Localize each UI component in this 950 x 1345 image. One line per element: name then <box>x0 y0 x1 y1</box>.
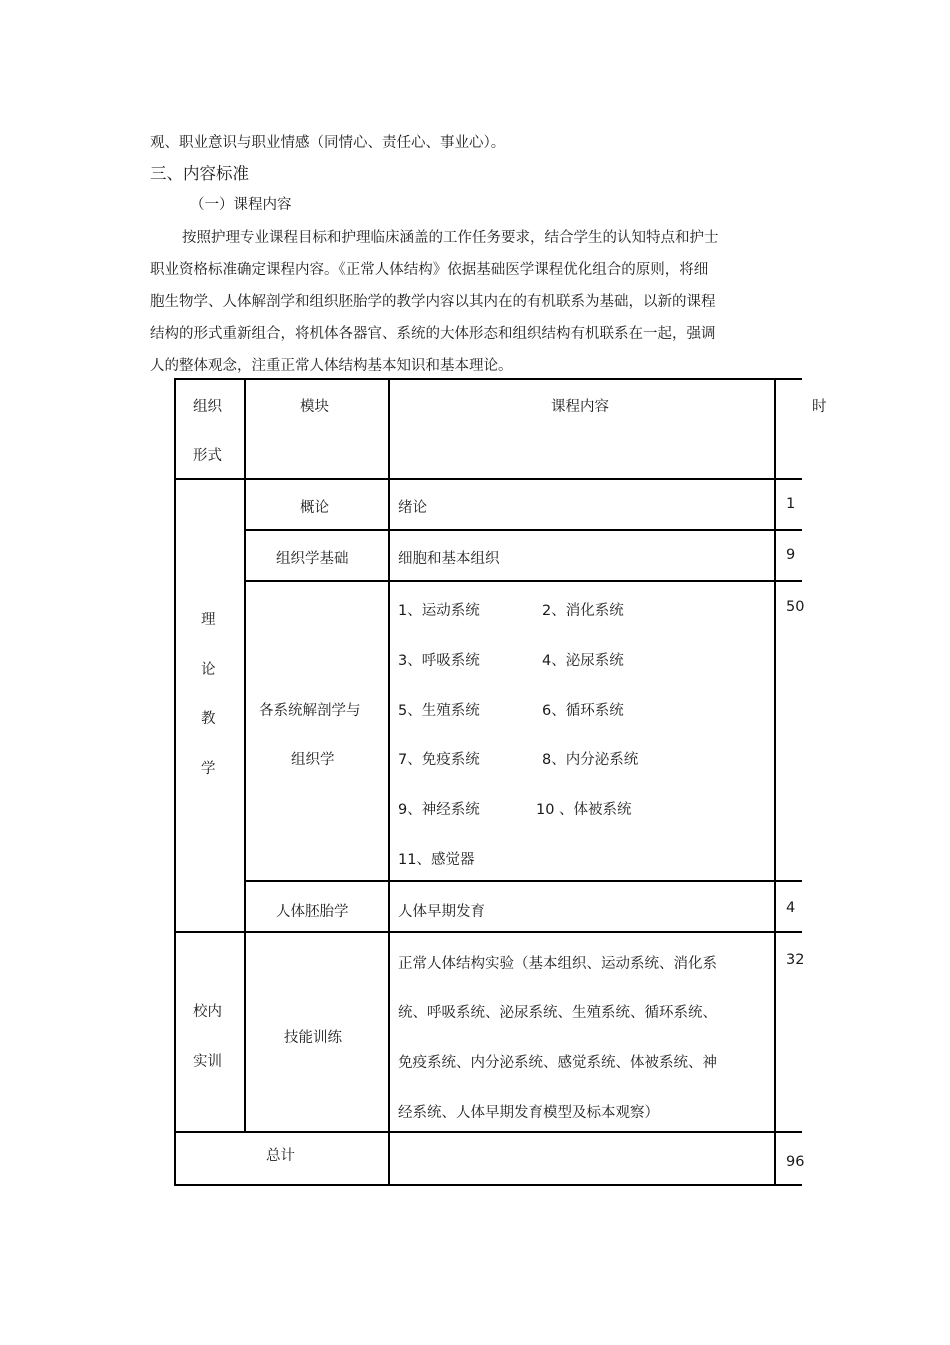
system-item: 9、神经系统 <box>398 802 480 818</box>
header-hours: 时 <box>812 399 827 415</box>
table-border-left <box>174 378 176 1186</box>
row4-content: 人体早期发育 <box>398 904 485 920</box>
header-org-line2: 形式 <box>193 448 222 464</box>
row1-module: 概论 <box>300 500 329 516</box>
total-label: 总计 <box>266 1148 295 1164</box>
paragraph-line-2: 职业资格标准确定课程内容。《正常人体结构》依据基础医学课程优化组合的原则，将细 <box>150 262 709 278</box>
theory-char-2: 论 <box>201 662 216 678</box>
total-hours: 96 <box>786 1154 805 1170</box>
system-item: 10 、体被系统 <box>536 802 632 818</box>
table-divider-content <box>774 378 776 1186</box>
paragraph-line-4: 结构的形式重新组合，将机体各器官、系统的大体形态和组织结构有机联系在一起，强调 <box>150 326 716 342</box>
row2-module: 组织学基础 <box>276 551 349 567</box>
practice-hours: 32 <box>786 952 805 968</box>
subsection-heading: （一）课程内容 <box>190 197 292 213</box>
practice-content-line: 经系统、人体早期发育模型及标本观察） <box>398 1105 659 1121</box>
paragraph-line-1: 按照护理专业课程目标和护理临床涵盖的工作任务要求，结合学生的认知特点和护士 <box>182 230 719 246</box>
row4-module: 人体胚胎学 <box>276 904 349 920</box>
row-divider-4 <box>174 931 802 933</box>
theory-char-3: 教 <box>201 711 216 727</box>
table-border-bottom <box>174 1184 802 1186</box>
header-content: 课程内容 <box>551 399 609 415</box>
theory-char-4: 学 <box>201 761 216 777</box>
row-divider-1 <box>244 529 802 531</box>
row-divider-3 <box>244 880 802 882</box>
row3-hours: 50 <box>786 599 805 615</box>
row3-module-line1: 各系统解剖学与 <box>259 703 361 719</box>
row3-module-line2: 组织学 <box>291 752 335 768</box>
paragraph-line-3: 胞生物学、人体解剖学和组织胚胎学的教学内容以其内在的有机联系为基础，以新的课程 <box>150 294 716 310</box>
system-item: 7、免疫系统 <box>398 752 480 768</box>
paragraph-line-5: 人的整体观念，注重正常人体结构基本知识和基本理论。 <box>150 358 513 374</box>
system-item: 8、内分泌系统 <box>542 752 639 768</box>
header-org-line1: 组织 <box>193 399 222 415</box>
row4-hours: 4 <box>786 900 796 916</box>
table-border-top <box>174 378 802 380</box>
practice-org-line1: 校内 <box>193 1004 222 1020</box>
table-divider-module <box>388 378 390 1186</box>
row2-hours: 9 <box>786 547 796 563</box>
row1-content: 绪论 <box>398 500 427 516</box>
system-item: 6、循环系统 <box>542 703 624 719</box>
system-item: 4、泌尿系统 <box>542 653 624 669</box>
system-item: 2、消化系统 <box>542 603 624 619</box>
system-item: 1、运动系统 <box>398 603 480 619</box>
row2-content: 细胞和基本组织 <box>398 551 500 567</box>
header-module: 模块 <box>300 399 329 415</box>
row1-hours: 1 <box>786 496 796 512</box>
row-divider-2 <box>244 580 802 582</box>
table-divider-org <box>244 378 246 1133</box>
table-header-bottom <box>174 478 802 480</box>
system-item: 3、呼吸系统 <box>398 653 480 669</box>
system-item: 11、感觉器 <box>398 852 475 868</box>
practice-module: 技能训练 <box>284 1030 342 1046</box>
practice-content-line: 统、呼吸系统、泌尿系统、生殖系统、循环系统、 <box>398 1005 717 1021</box>
system-item: 5、生殖系统 <box>398 703 480 719</box>
practice-org-line2: 实训 <box>193 1054 222 1070</box>
text-line-1: 观、职业意识与职业情感（同情心、责任心、事业心）。 <box>150 135 506 151</box>
theory-char-1: 理 <box>201 612 216 628</box>
section-heading: 三、内容标准 <box>150 164 249 183</box>
practice-content-line: 免疫系统、内分泌系统、感觉系统、体被系统、神 <box>398 1055 717 1071</box>
practice-content-line: 正常人体结构实验（基本组织、运动系统、消化系 <box>398 956 717 972</box>
row-divider-5 <box>174 1131 802 1133</box>
